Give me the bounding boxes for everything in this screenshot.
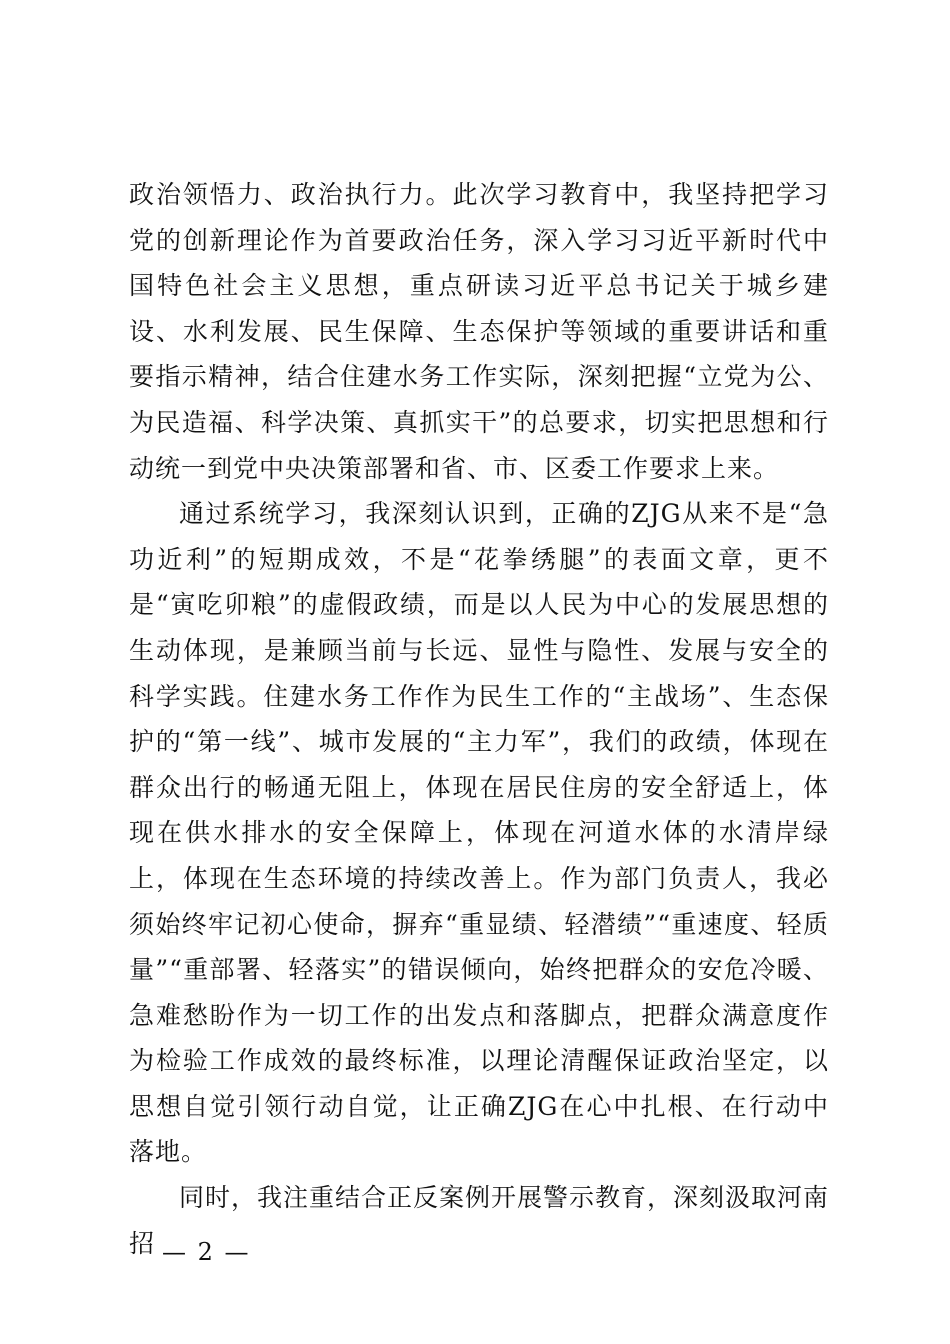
paragraph-3: 同时，我注重结合正反案例开展警示教育，深刻汲取河南招 xyxy=(129,1183,830,1258)
document-body xyxy=(129,172,829,1266)
page-number: — 2 — xyxy=(162,1238,251,1266)
paragraph-1: 政治领悟力、政治执行力。此次学习教育中，我坚持把学习党的创新理论作为首要政治任务，深入学习习近平新时代中国特色社会主义思想，重点研读习近平总书记关于城乡建设、水利发展、民生保障、生态保护等领域的重要讲话和重要指示精神，结合住建水务工作实际，深刻把握“立党为公、为民造福、科学决策、真抓实干”的总要求，切实把思想和行动统一到党中央决策部署和省、市、区委工作要求上来。 xyxy=(129,180,829,483)
paragraph-2: 通过系统学习，我深刻认识到，正确的ZJG从来不是“急功近利”的短期成效，不是“花拳绣腿”的表面文章，更不是“寅吃卯粮”的虚假政绩，而是以人民为中心的发展思想的生动体现，是兼顾当前与长远、显性与隐性、发展与安全的科学实践。住建水务工作作为民生工作的“主战场”、生态保护的“第一线”、城市发展的“主力军”，我们的政绩，体现在群众出行的畅通无阻上，体现在居民住房的安全舒适上，体现在供水排水的安全保障上，体现在河道水体的水清岸绿上，体现在生态环境的持续改善上。作为部门负责人，我必须始终牢记初心使命，摒弃“重显绩、轻潜绩”“重速度、轻质量”“重部署、轻落实”的错误倾向，始终把群众的安危冷暖、急难愁盼作为一切工作的出发点和落脚点，把群众满意度作为检验工作成效的最终标准，以理论清醒保证政治坚定，以思想自觉引领行动自觉，让正确ZJG在心中扎根、在行动中落地。 xyxy=(129,499,829,1167)
